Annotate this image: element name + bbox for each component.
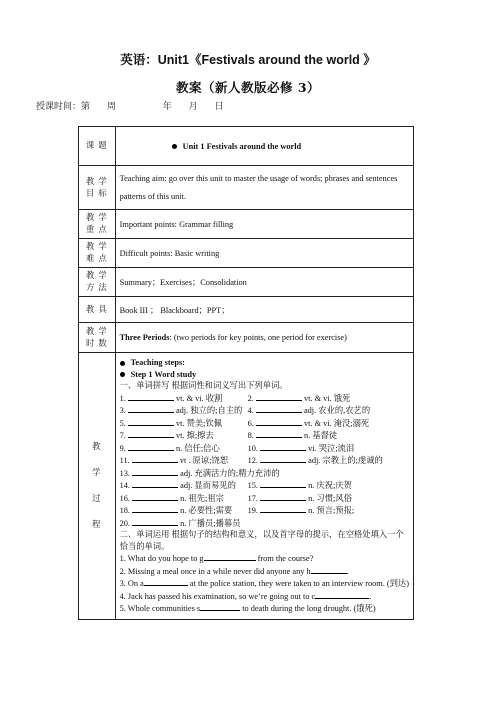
periods-value-rest: : (two periods for key points, one period for exercise) — [169, 333, 347, 342]
answer-blank[interactable] — [128, 429, 174, 438]
process-content — [115, 353, 413, 620]
answer-blank[interactable] — [260, 479, 306, 488]
word-item: 7. vt. 擦;擦去 — [119, 431, 214, 440]
word-item: 2. vt. & vi. 饿死 — [247, 393, 351, 403]
periods-value-bold: Three Periods — [119, 333, 170, 342]
answer-blank[interactable] — [260, 454, 306, 463]
answer-blank[interactable] — [132, 504, 178, 513]
topic-value: Unit 1 Festivals around the world — [182, 141, 302, 151]
step1-title: Step 1 Word study — [130, 369, 197, 379]
answer-blank[interactable] — [204, 552, 256, 561]
word-list — [120, 392, 409, 530]
sentence-item: 5. Whole communities s to death during the long drought. (饿死) — [119, 604, 376, 613]
difficult-label: 教 学 难 点 — [79, 239, 116, 268]
answer-blank[interactable] — [260, 504, 306, 513]
row-difficult — [79, 239, 414, 268]
answer-blank[interactable] — [260, 492, 306, 501]
word-item: 4. adj. 农业的,农艺的 — [247, 406, 371, 415]
word-item: 8. n. 基督徒 — [247, 431, 338, 440]
tools-value: Book III ； Blackboard；PPT； — [115, 297, 413, 323]
answer-blank[interactable] — [128, 392, 174, 401]
word-item: 11. vt . 原谅;饶恕 — [119, 456, 228, 465]
tools-label: 教 具 — [79, 297, 116, 323]
word-item: 15. n. 庆祝;庆贺 — [247, 481, 352, 490]
month-label: 月 — [188, 102, 198, 112]
answer-blank[interactable] — [128, 442, 174, 451]
answer-blank[interactable] — [132, 479, 178, 488]
word-item: 12. adj. 宗教上的;虔诚的 — [247, 456, 383, 465]
row-tools — [79, 297, 414, 323]
method-label: 教 学 方 法 — [79, 268, 116, 297]
day-label: 日 — [214, 102, 224, 112]
section2-heading: 二、单词运用 根据句子的结构和意义，以及首字母的提示，在空格处填入一个恰当的单词。 — [119, 530, 404, 551]
row-topic — [79, 127, 414, 166]
answer-blank[interactable] — [256, 417, 302, 426]
word-item-row — [120, 417, 409, 430]
word-item-row — [120, 467, 409, 480]
bullet-icon — [172, 144, 177, 149]
periods-label: 教 学 时 数 — [79, 323, 116, 353]
teaching-time-label: 授课时间：第 — [36, 102, 91, 112]
answer-blank[interactable] — [132, 454, 178, 463]
word-item-row — [120, 479, 409, 492]
word-item: 3. adj. 独立的;自主的 — [119, 406, 243, 415]
lesson-plan-table — [78, 126, 414, 620]
row-periods — [79, 323, 414, 353]
aim-label: 教 学 目 标 — [79, 166, 116, 210]
method-value: Summary；Exercises；Consolidation — [115, 268, 413, 297]
answer-blank[interactable] — [256, 392, 302, 401]
row-process — [79, 353, 414, 620]
year-label: 年 — [162, 102, 172, 112]
sentence-item: 3. On a at the police station, they were taken to an interview room. (到达) — [119, 579, 409, 588]
answer-blank[interactable] — [132, 467, 178, 476]
word-item: 16. n. 祖先;祖宗 — [119, 493, 224, 503]
word-item-row — [120, 404, 409, 417]
row-method — [79, 268, 414, 297]
bullet-icon — [120, 361, 125, 366]
week-label: 周 — [106, 102, 116, 112]
word-item: 19. n. 预言;预报; — [247, 506, 355, 515]
section1-heading: 一、单词拼写 根据词性和词义写出下列单词。 — [119, 381, 288, 390]
word-item-row — [120, 504, 409, 517]
aim-value: Teaching aim: go over this unit to master the usage of words; phrases and sentences patterns of this unit. — [115, 166, 413, 210]
answer-blank[interactable] — [200, 602, 240, 611]
difficult-value: Difficult points: Basic writing — [115, 239, 413, 268]
answer-blank[interactable] — [256, 404, 302, 413]
answer-blank[interactable] — [256, 429, 302, 438]
word-item-row — [120, 392, 409, 405]
word-item: 17. n. 习惯;风俗 — [247, 493, 352, 503]
word-item: 20. n. 广播员;播幕员 — [119, 518, 241, 528]
word-item: 14. adj. 显而易见的 — [119, 481, 236, 490]
word-item: 18. n. 必要性;需要 — [119, 506, 233, 515]
answer-blank[interactable] — [260, 442, 306, 451]
sentence-item: 2. Missing a meal once in a while never did anyone any h . — [119, 566, 349, 576]
word-item: 5. vt. 赞美;钦佩 — [119, 418, 223, 428]
document-subtitle: 教案（新人教版必修 3） — [175, 80, 321, 95]
sentence-item: 4. Jack has passed his examination, so we’re going out to c . — [119, 591, 372, 601]
row-important — [79, 210, 414, 239]
answer-blank[interactable] — [128, 404, 174, 413]
row-aim — [79, 166, 414, 210]
answer-blank[interactable] — [311, 565, 347, 574]
teaching-time-line — [36, 99, 238, 112]
sentence-list — [120, 552, 409, 615]
word-item-row — [120, 517, 409, 530]
important-label: 教 学 重 点 — [79, 210, 116, 239]
answer-blank[interactable] — [315, 590, 369, 599]
word-item: 13. adj. 充满活力的;精力充沛的 — [119, 468, 280, 478]
word-item: 1. vt. & vi. 收割 — [119, 393, 223, 403]
answer-blank[interactable] — [128, 417, 174, 426]
word-item: 10. vi. 哭泣;流泪 — [247, 443, 355, 453]
word-item-row — [120, 429, 409, 442]
answer-blank[interactable] — [132, 492, 178, 501]
document-title: 英语：Unit1《Festivals around the world 》 — [120, 53, 376, 67]
sentence-item: 1. What do you hope to g from the course? — [119, 554, 314, 563]
bullet-icon — [120, 372, 125, 377]
word-item-row — [120, 442, 409, 455]
answer-blank[interactable] — [132, 517, 178, 526]
important-value: Important points: Grammar filling — [115, 210, 413, 239]
process-label: 教 学 过 程 — [79, 353, 116, 620]
word-item: 9. n. 信任;信心 — [119, 443, 220, 453]
word-item-row — [120, 454, 409, 467]
steps-title: Teaching steps: — [130, 358, 185, 367]
answer-blank[interactable] — [144, 577, 188, 586]
topic-label: 课 题 — [79, 127, 116, 166]
word-item-row — [120, 492, 409, 505]
word-item: 6. vt. & vi. 淹没;溺死 — [247, 418, 370, 428]
